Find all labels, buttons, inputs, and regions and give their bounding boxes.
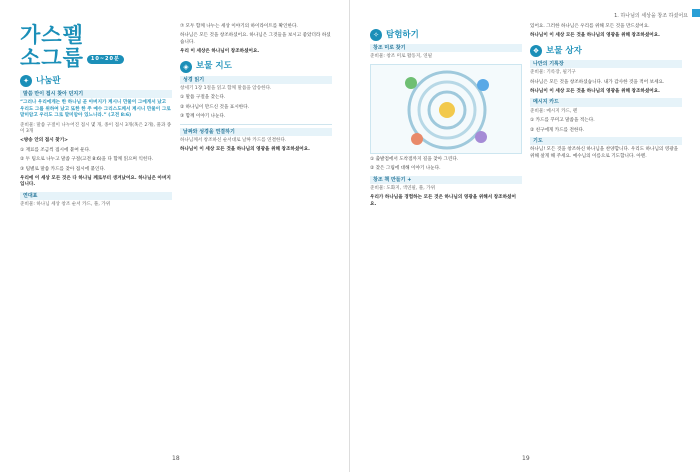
message-item-1: ① 카드를 꾸미고 말씀을 적는다. bbox=[530, 118, 595, 124]
left-column-2 bbox=[180, 24, 332, 157]
explore-text: 준비물: 창조 미로 활동지, 연필 bbox=[370, 54, 433, 60]
right-column-2 bbox=[530, 24, 682, 163]
col2-para-2: 하나님은 모든 것을 창조하셨어요. 하나님은 그것들을 보시고 좋았더라 하셨습니다. bbox=[180, 33, 331, 45]
explore-subsection-2: 창조 책 만들기 + bbox=[370, 176, 522, 184]
col4-bold: 하나님이 이 세상 모든 것을 하나님의 영광을 위해 창조하셨어요. bbox=[530, 33, 660, 39]
prayer-text: 하나님! 모든 것을 창조하신 하나님을 찬양합니다. 우리도 하나님의 영광을 위해 살게 해 주세요. 예수님의 이름으로 기도합니다. 아멘. bbox=[530, 147, 679, 159]
step-3: ③ 팀별로 말씀 카드를 찾아 접시에 붙인다. bbox=[20, 166, 106, 172]
maze-graphic bbox=[371, 65, 523, 155]
connect-subsection: 날짜와 성경을 연결하기 bbox=[180, 128, 332, 136]
page-number-right: 19 bbox=[522, 455, 530, 462]
section-share: ✦ 나눔판 bbox=[20, 75, 172, 87]
running-title-bar bbox=[692, 9, 700, 17]
brand-title bbox=[20, 24, 172, 70]
page-number-left: 18 bbox=[172, 455, 180, 462]
how-title: <방송 안의 접시 찾기> bbox=[20, 138, 68, 144]
subsection-2: 연대표 bbox=[20, 192, 172, 200]
col4-intro: 있어요. 그러한 하나님은 우리를 위해 모든 것을 만드셨어요. bbox=[530, 24, 650, 29]
map-item-3: ③ 함께 이야기 나눈다. bbox=[180, 114, 226, 120]
maze-image bbox=[370, 64, 522, 154]
treasure-subsection: 나만의 기록장 bbox=[530, 60, 682, 68]
map-subsection: 성경 읽기 bbox=[180, 76, 332, 84]
running-title: 1. 하나님의 세상을 창조 하셨어요 bbox=[614, 13, 688, 19]
section-map: ◈ 보물 지도 bbox=[180, 61, 332, 73]
section-explore: ✧ 탐험하기 bbox=[370, 29, 522, 41]
prayer-subsection: 기도 bbox=[530, 137, 682, 145]
subsection-1: 말씀 만이 접시 찾아 던지기 bbox=[20, 90, 172, 98]
treasure-bold: 하나님이 이 세상 모든 것을 하나님의 영광을 위해 창조하셨어요. bbox=[530, 89, 660, 95]
message-text: 준비물: 메시지 카드, 펜 bbox=[530, 108, 578, 114]
brand-title-line1: 가스펠 bbox=[20, 23, 84, 47]
explore-bold: 우리가 하나님을 경험하는 모든 것은 하나님의 영광을 위해서 창조하셨어요. bbox=[370, 195, 516, 207]
section-treasure: ❖ 보물 상자 bbox=[530, 45, 682, 57]
map-item-2: ② 하나님이 만드신 것을 표시한다. bbox=[180, 104, 250, 110]
compass-icon: ✧ bbox=[370, 29, 382, 41]
explore-subsection: 창조 미로 찾기 bbox=[370, 44, 522, 52]
subsection-2-text: 준비물: 하나님 세상 창조 순서 카드, 풀, 가위 bbox=[20, 202, 111, 208]
explore-text-2: 준비물: 도화지, 색연필, 풀, 가위 bbox=[370, 186, 436, 192]
map-text: 창세기 1장 1절을 읽고 함께 말씀을 암송한다. bbox=[180, 86, 272, 92]
connect-bold: 하나님이 이 세상 모든 것을 하나님의 영광을 위해 창조하셨어요. bbox=[180, 147, 310, 153]
explore-item-1: ① 출발점에서 도착점까지 길을 찾아 그린다. bbox=[370, 156, 459, 162]
message-subsection: 메시지 카드 bbox=[530, 98, 682, 106]
time-badge: 10~20분 bbox=[87, 55, 124, 64]
left-column-1 bbox=[20, 24, 172, 212]
map-icon: ◈ bbox=[180, 61, 192, 73]
share-icon: ✦ bbox=[20, 75, 32, 87]
connect-text: 하나님께서 창조하신 순서대로 날짜 카드를 연결한다. bbox=[180, 138, 287, 144]
step-1: ① 재료를 조금씩 접시에 붙여 둔다. bbox=[20, 147, 91, 153]
col2-para-1: ⑦ 모두 함께 나누는 세상 이야기의 하이라이트를 확인한다. bbox=[180, 24, 298, 29]
explore-item-2: ② 찾은 그림에 대해 이야기 나눈다. bbox=[370, 166, 441, 172]
step-2: ② 두 팀으로 나누고 말씀 구절(고전 8:6)을 다 함께 읽으며 익힌다. bbox=[20, 157, 154, 163]
message-item-2: ② 친구에게 카드를 전한다. bbox=[530, 127, 585, 133]
treasure-icon: ❖ bbox=[530, 45, 542, 57]
treasure-body: 하나님은 모든 것을 창조하셨습니다. 내가 감사한 것을 적어 보세요. bbox=[530, 79, 665, 85]
note-text: 우리에 이 세상 모든 것은 다 하나님 께로부터 생겨났어요. 하나님은 아버지입니다. bbox=[20, 176, 171, 188]
brand-title-line2: 소그룹 bbox=[20, 46, 84, 70]
map-item-1: ① 말씀 구절을 찾는다. bbox=[180, 95, 226, 101]
right-column-1 bbox=[370, 24, 522, 211]
divider bbox=[180, 124, 332, 125]
col2-para-3: 우리 이 세상은 하나님이 창조하셨어요. bbox=[180, 49, 260, 55]
prep-text: 준비물: 말씀 구절이 나누어진 접시 몇 개, 종이 접시 3개(혹은 2개), 풀과 종이 3개 bbox=[20, 122, 172, 135]
treasure-text: 준비물: 기록장, 필기구 bbox=[530, 70, 576, 76]
scripture-quote: “그러나 우리에게는 한 하나님 곧 아버지가 계시니 만물이 그에게서 났고 우리도 그를 위하여 났고 또한 한 주 예수 그리스도께서 계시니 만물이 그로 말미암고 우리도 그로 말미암아 있느니라.” (고전 8:6) bbox=[20, 100, 171, 119]
